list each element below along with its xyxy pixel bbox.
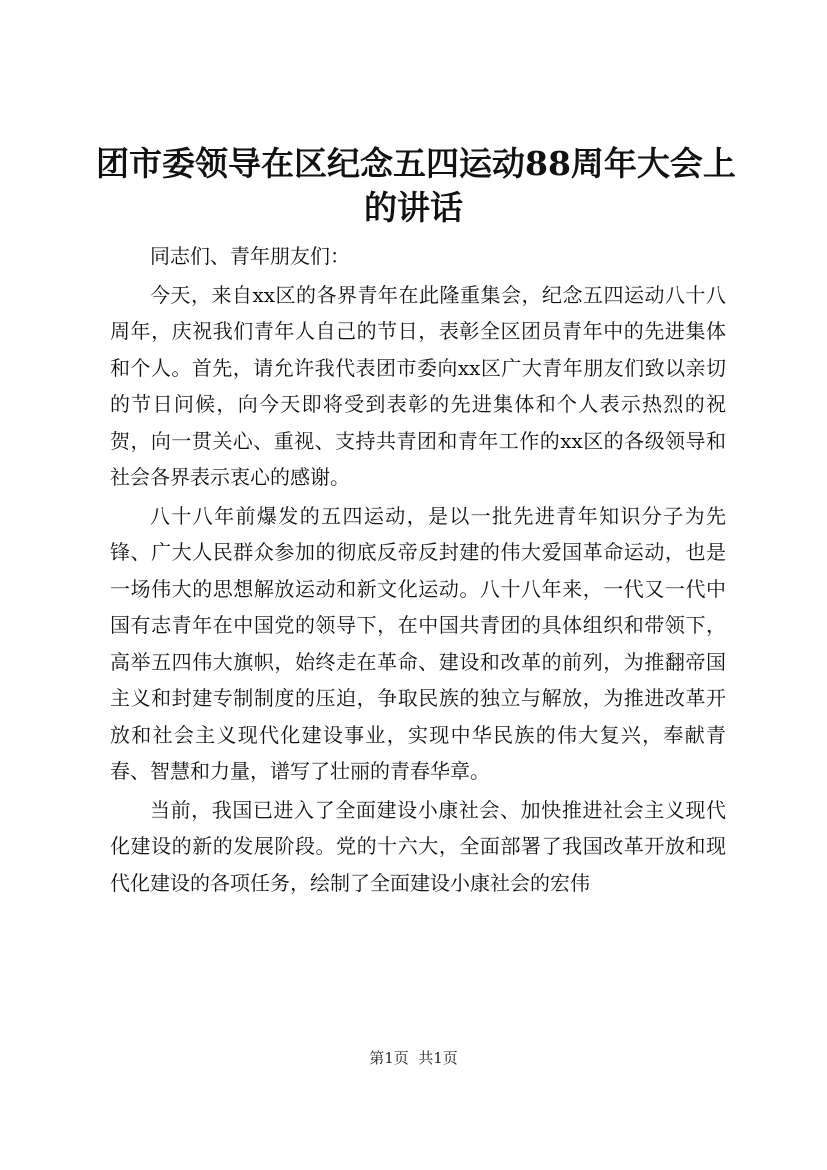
title-line-1: 团市委领导在区纪念五四运动88周年大会上 — [96, 144, 736, 183]
paragraph-1: 今天，来自xx区的各界青年在此隆重集会，纪念五四运动八十八周年，庆祝我们青年人自己的节日，表彰全区团员青年中的先进集体和个人。首先，请允许我代表团市委向xx区广大青年朋友们致以亲切的节日问候，向今天即将受到表彰的先进集体和个人表示热烈的祝贺，向一贯关心、重视、支持共青团和青年工作的xx区的各级领导和社会各界表示衷心的感谢。 — [110, 282, 726, 489]
document-title — [96, 142, 736, 230]
document-body — [110, 238, 726, 903]
page-number: 第1页 共1页 — [369, 1049, 458, 1067]
paragraph-salutation: 同志们、青年朋友们： — [150, 244, 350, 268]
paragraph-3: 当前，我国已进入了全面建设小康社会、加快推进社会主义现代化建设的新的发展阶段。党的十六大，全面部署了我国改革开放和现代化建设的各项任务，绘制了全面建设小康社会的宏伟 — [110, 797, 726, 895]
paragraph-2: 八十八年前爆发的五四运动，是以一批先进青年知识分子为先锋、广大人民群众参加的彻底反帝反封建的伟大爱国革命运动，也是一场伟大的思想解放运动和新文化运动。八十八年来，一代又一代中国有志青年在中国党的领导下，在中国共青团的具体组织和带领下，高举五四伟大旗帜，始终走在革命、建设和改革的前列，为推翻帝国主义和封建专制制度的压迫，争取民族的独立与解放，为推进改革开放和社会主义现代化建设事业，实现中华民族的伟大复兴，奉献青春、智慧和力量，谱写了壮丽的青春华章。 — [110, 503, 726, 783]
title-line-2: 的讲话 — [364, 188, 463, 227]
page-footer — [0, 1048, 827, 1068]
